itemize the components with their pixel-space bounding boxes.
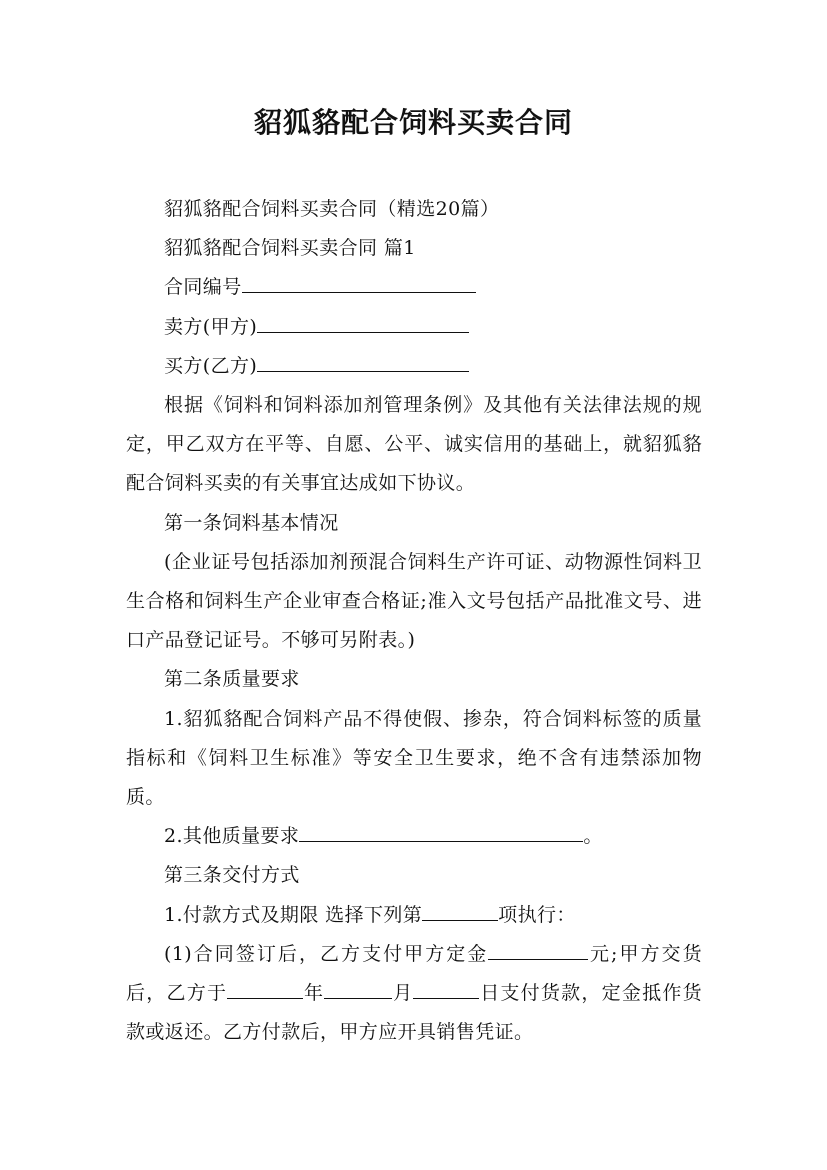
- payment-clause-text-e: 日支付货款，定金抵作货款或返还。乙方付款后，甲方应开具销售凭证。: [126, 982, 702, 1044]
- payment-clause-text-c: 年: [303, 982, 325, 1005]
- payment-clause-text-d: 月: [392, 982, 414, 1005]
- payment-year-blank: [227, 980, 303, 999]
- contract-number-blank: [242, 274, 476, 293]
- payment-method-text-a: 1.付款方式及期限 选择下列第: [164, 903, 423, 926]
- payment-month-blank: [324, 980, 392, 999]
- payment-method-text-b: 项执行：: [498, 903, 576, 926]
- document-title: 貂狐貉配合饲料买卖合同: [253, 106, 573, 139]
- document-body: [126, 190, 702, 1052]
- quality-2-line: [126, 817, 702, 856]
- payment-method-line: [126, 896, 702, 935]
- contract-number-line: [126, 268, 702, 307]
- buyer-line: [126, 347, 702, 386]
- payment-clause-text-b: 元;甲方交货后，乙方于: [126, 942, 702, 1005]
- paragraph-subtitle: 貂狐貉配合饲料买卖合同（精选20篇）: [164, 198, 500, 220]
- paragraph-section-heading: 貂狐貉配合饲料买卖合同 篇1: [164, 237, 416, 260]
- quality-2-blank: [299, 823, 583, 842]
- quality-2-label: 2.其他质量要求: [164, 825, 300, 848]
- paragraph-quality-1: 1.貂狐貉配合饲料产品不得使假、掺杂，符合饲料标签的质量指标和《饲料卫生标准》等安全卫生要求，绝不含有违禁添加物质。: [126, 707, 702, 809]
- buyer-blank: [257, 353, 469, 372]
- paragraph-article-1-note: (企业证号包括添加剂预混合饲料生产许可证、动物源性饲料卫生合格和饲料生产企业审查合格证;准入文号包括产品批准文号、进口产品登记证号。不够可另附表。): [126, 550, 702, 652]
- payment-clause-text-a: (1)合同签订后，乙方支付甲方定金: [164, 942, 489, 965]
- deposit-amount-blank: [488, 941, 588, 960]
- buyer-label: 买方(乙方): [164, 354, 258, 377]
- article-2-heading: 第二条质量要求: [164, 668, 300, 691]
- paragraph-preamble: 根据《饲料和饲料添加剂管理条例》及其他有关法律法规的规定，甲乙双方在平等、自愿、公平、诚实信用的基础上，就貂狐貉配合饲料买卖的有关事宜达成如下协议。: [126, 394, 702, 495]
- contract-number-label: 合同编号: [164, 276, 242, 299]
- quality-2-end: 。: [583, 825, 603, 848]
- payment-clause-1: [126, 935, 702, 1053]
- seller-blank: [257, 314, 469, 333]
- article-1-heading: 第一条饲料基本情况: [164, 511, 339, 534]
- article-3-heading: 第三条交付方式: [164, 864, 300, 887]
- payment-option-blank: [422, 902, 498, 921]
- seller-label: 卖方(甲方): [164, 315, 258, 338]
- payment-day-blank: [413, 980, 479, 999]
- seller-line: [126, 308, 702, 347]
